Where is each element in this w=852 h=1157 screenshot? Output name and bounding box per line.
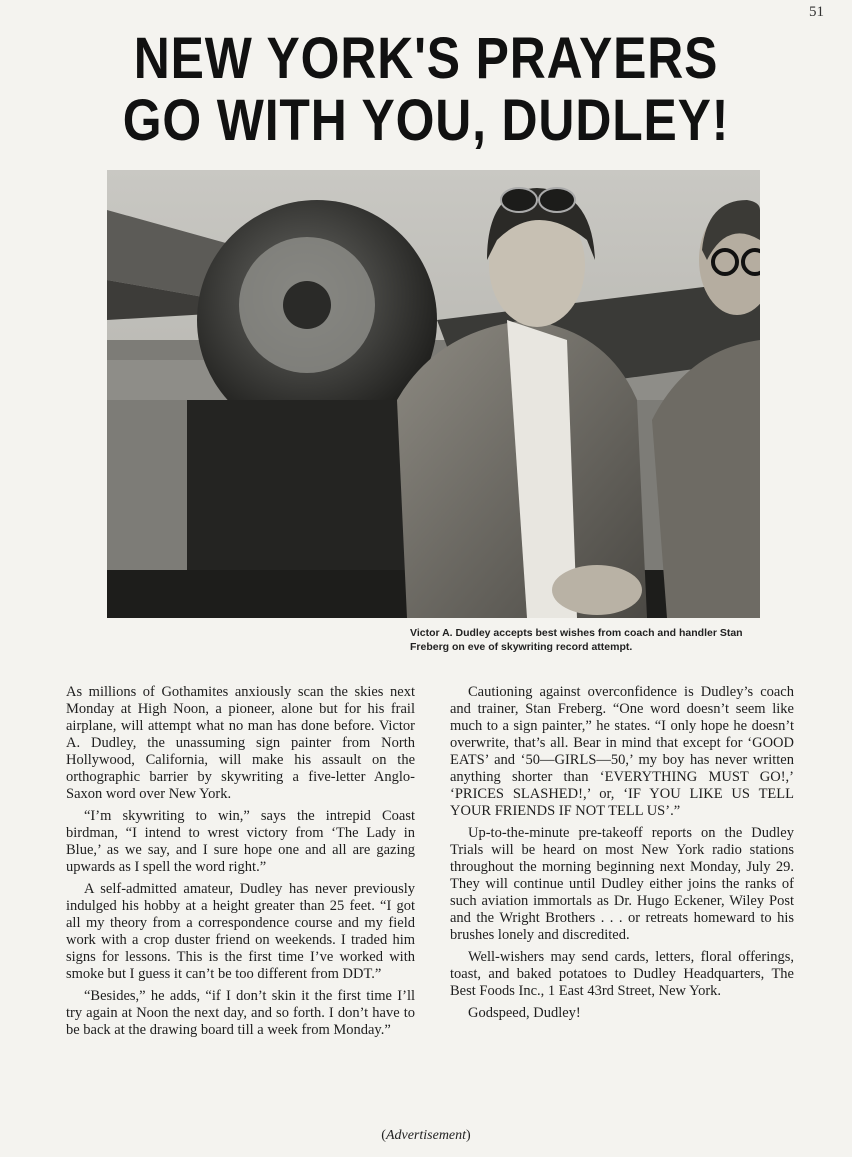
article-paragraph: A self-admitted amateur, Dudley has never previously indulged his hobby at a height greater than 25 feet. “I got all my theory from a correspondence course and my field work with a crop duster friend on weekends. I traded him signs for lessons. This is the first time I’ve worked with smoke but I guess it can’t be too different from DDT.”: [66, 881, 415, 982]
headline-line-1: NEW YORK'S PRAYERS: [133, 26, 719, 91]
advertisement-text: Advertisement: [385, 1128, 467, 1143]
photograph: [107, 170, 760, 618]
article-paragraph: “I’m skywriting to win,” says the intrepid Coast birdman, “I intend to wrest victory from ‘The Lady in Blue,’ as we say, and I sure hope one and all are gazing upwards as I spell the word right.”: [66, 808, 415, 875]
article-left-column: [66, 684, 415, 1044]
paren-close: ): [466, 1128, 471, 1143]
headline: [60, 28, 793, 152]
article-paragraph: Well-wishers may send cards, letters, floral offerings, toast, and baked potatoes to Dudley Headquarters, The Best Foods Inc., 1 East 43rd Street, New York.: [450, 949, 794, 999]
photograph-aviator-biplane-icon: [107, 170, 760, 618]
photo-caption: Victor A. Dudley accepts best wishes from coach and handler Stan Freberg on eve of skywriting record attempt.: [410, 627, 743, 653]
article-paragraph: Cautioning against overconfidence is Dudley’s coach and trainer, Stan Freberg. “One word doesn’t seem like much to a sign painter,” he states. “I only hope he doesn’t overwrite, that’s all. Bear in mind that except for ‘GOOD EATS’ and ‘50—GIRLS—50,’ my boy has never written anything shorter than ‘EVERYTHING MUST GO!,’ ‘PRICES SLASHED!,’ or, ‘IF YOU LIKE US TELL YOUR FRIENDS IF NOT TELL US’.”: [450, 684, 794, 819]
paren-open: (: [381, 1128, 386, 1143]
article-paragraph: As millions of Gothamites anxiously scan the skies next Monday at High Noon, a pioneer, alone but for his frail airplane, will attempt what no man has done before. Victor A. Dudley, the unassuming sign painter from North Hollywood, California, will make his assault on the orthographic barrier by skywriting a five-letter Anglo-Saxon word over New York.: [66, 684, 415, 802]
advertisement-label: [0, 1128, 852, 1144]
page-number: 51: [809, 4, 824, 20]
article-paragraph: Godspeed, Dudley!: [468, 1005, 581, 1021]
article-right-column: [450, 684, 794, 1027]
headline-line-2: GO WITH YOU, DUDLEY!: [122, 88, 730, 153]
article-paragraph: “Besides,” he adds, “if I don’t skin it the first time I’ll try again at Noon the next day, and so forth. I don’t have to be back at the drawing board till a week from Monday.”: [66, 988, 415, 1038]
article-paragraph: Up-to-the-minute pre-takeoff reports on the Dudley Trials will be heard on most New York radio stations throughout the morning beginning next Monday, July 29. They will continue until Dudley either joins the ranks of such aviation immortals as Dr. Hugo Eckener, Wiley Post and the Wright Brothers . . . or retreats homeward to his brushes lonely and discredited.: [450, 825, 794, 943]
